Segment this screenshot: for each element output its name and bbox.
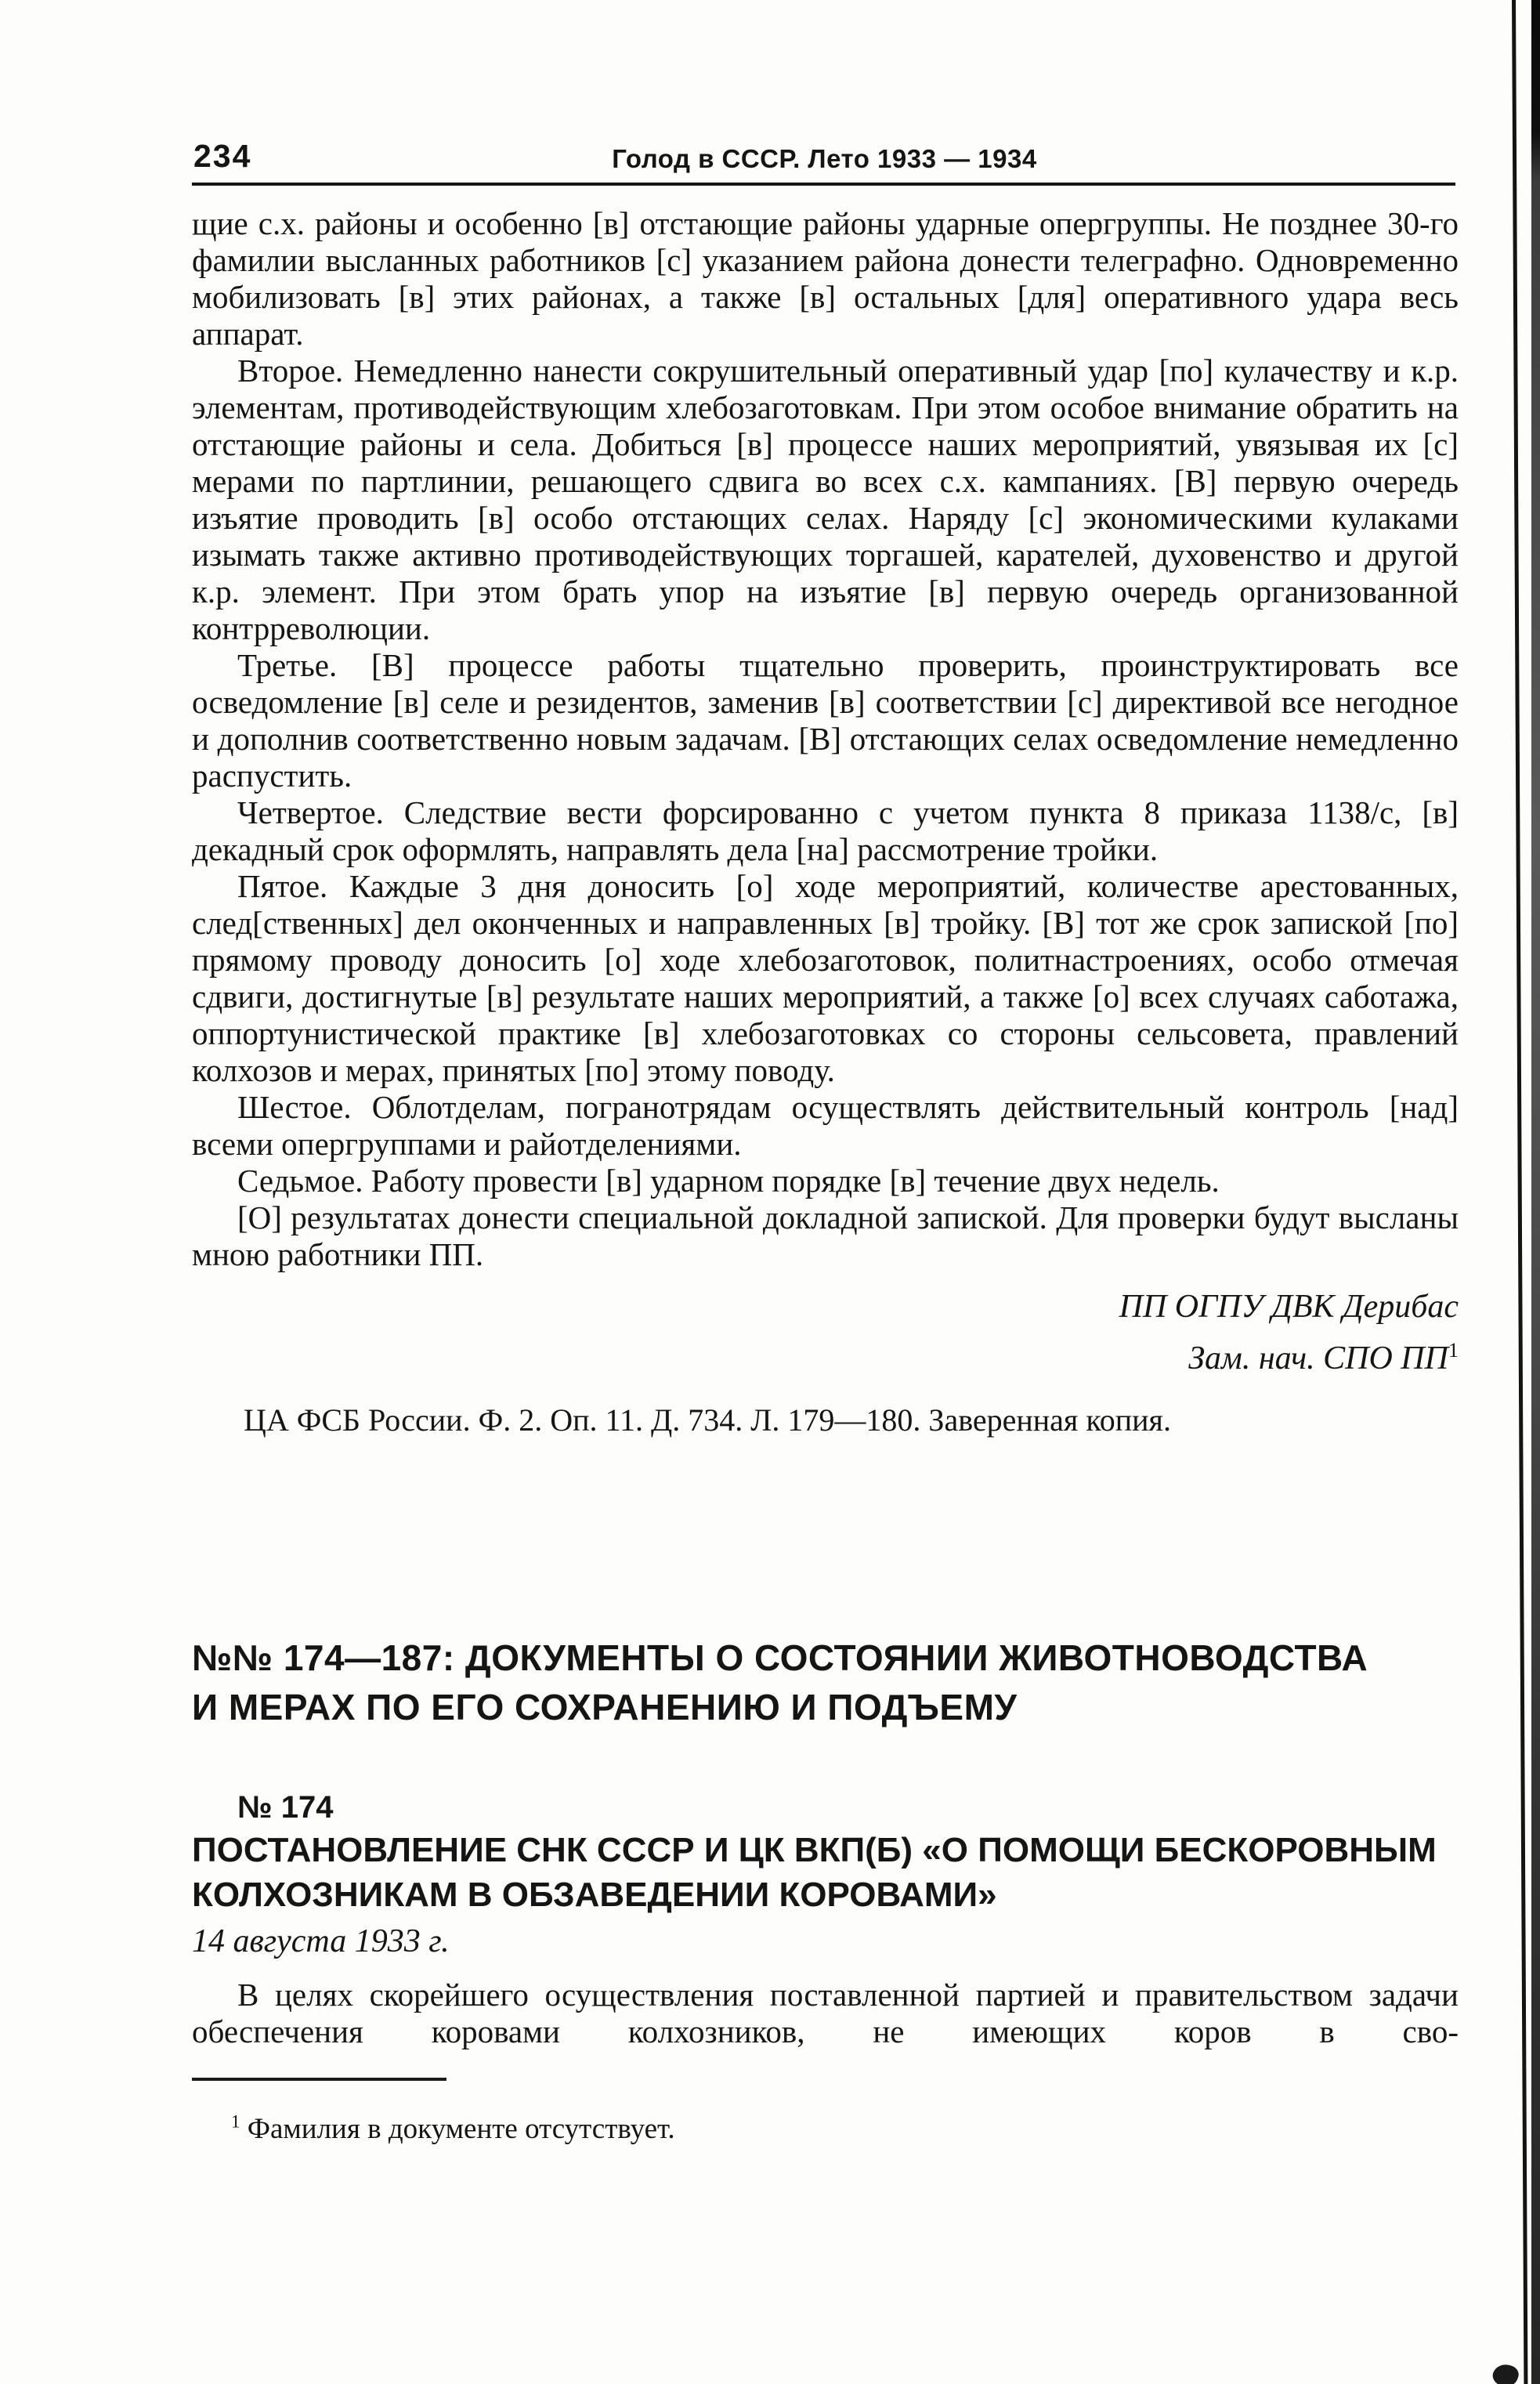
footnote-text: Фамилия в документе отсутствует. [247,2113,675,2145]
body-paragraph: Четвертое. Следствие вести форсированно с учетом пункта 8 приказа 1138/с, [в] декадный срок оформлять, направлять дела [на] рассмотрение тройки. [192,794,1459,867]
body-paragraph: Седьмое. Работу провести [в] ударном порядке [в] течение двух недель. [237,1163,1220,1199]
signature-position [192,1336,1459,1381]
running-title: Голод в СССР. Лето 1933 — 1934 [612,144,1037,173]
document-date: 14 августа 1933 г. [192,1923,450,1959]
body-paragraph: В целях скорейшего осуществления поставленной партией и правительством задачи обеспечения коровами колхозников, не имеющих коров в сво- [192,1977,1459,2049]
page-number: 234 [193,138,252,174]
body-paragraph: Второе. Немедленно нанести сокрушительный оперативный удар [по] кулачеству и к.р. элементам, противодействующим хлебозаготовкам. При этом особое внимание обратить на отстающие районы и села. Добиться [в] процессе наших мероприятий, увязывая их [с] мерами по партлинии, решающего сдвига во всех с.х. кампаниях. [В] первую очередь изъятие проводить [в] особо отстающих селах. Наряду [с] экономическими кулаками изымать также активно противодействующих торгашей, карателей, духовенство и другой к.р. элемент. При этом брать упор на изъятие [в] первую очередь организованной контрреволюции. [192,353,1459,646]
section-heading-line2: И МЕРАХ ПО ЕГО СОХРАНЕНИЮ И ПОДЪЕМУ [192,1687,1018,1727]
scan-artifact-page-edge [1531,0,1540,2384]
document-title-line2: КОЛХОЗНИКАМ В ОБЗАВЕДЕНИИ КОРОВАМИ» [192,1876,997,1914]
body-paragraph: Третье. [В] процессе работы тщательно проверить, проинструктировать все осведомление [в] селе и резидентов, заменив [в] соответствии [с] директивой все негодное и дополнив соответственно новым задачам. [В] отстающих селах осведомление немедленно распустить. [192,647,1459,794]
signature-name-text: ПП ОГПУ ДВК Дерибас [1119,1289,1459,1325]
body-paragraph: Пятое. Каждые 3 дня доносить [о] ходе мероприятий, количестве арестованных, след[ственных] дел оконченных и направленных [в] тройку. [В] тот же срок запиской [по] прямому проводу доносить [о] ходе хлебозаготовок, политнастроениях, особо отмечая сдвиги, достигнутые [в] результате наших мероприятий, а также [о] всех случаях саботажа, оппортунистической практике [в] хлебозаготовках со стороны сельсовета, правлений колхозов и мерах, принятых [по] этому поводу. [192,868,1459,1088]
body-paragraph: [О] результатах донести специальной докладной запиской. Для проверки будут высланы мною работники ПП. [192,1199,1459,1272]
document-title [192,1828,1459,1917]
scan-artifact-vertical-line [1512,0,1527,2384]
section-heading [192,1633,1459,1732]
footnote [192,2112,1328,2147]
document-body [192,205,1459,1438]
scan-artifact-ink-blob [1490,2361,1520,2384]
footnote-marker: 1 [1448,1339,1459,1362]
body-paragraph: щие с.х. районы и особенно [в] отстающие районы ударные опергруппы. Не позднее 30-го фамилии высланных работников [с] указанием района донести телеграфно. Одновременно мобилизовать [в] этих районах, а также [в] остальных [для] оперативного удара весь аппарат. [192,205,1459,352]
footnote-rule [192,2078,446,2081]
body-paragraph: Шестое. Облотделам, погранотрядам осуществлять действительный контроль [над] всеми опергруппами и райотделениями. [192,1089,1459,1162]
footnote-marker: 1 [231,2111,240,2132]
archive-reference: ЦА ФСБ России. Ф. 2. Оп. 11. Д. 734. Л. 179—180. Заверенная копия. [244,1402,1171,1438]
signature-name [192,1284,1459,1329]
signature-position-text: Зам. нач. СПО ПП [1188,1340,1448,1376]
document-title-line1: ПОСТАНОВЛЕНИЕ СНК СССР И ЦК ВКП(Б) «О ПОМОЩИ БЕСКОРОВНЫМ [192,1831,1437,1869]
header-rule [192,183,1455,186]
document-number: № 174 [237,1790,334,1825]
section-heading-line1: №№ 174—187: ДОКУМЕНТЫ О СОСТОЯНИИ ЖИВОТНОВОДСТВА [192,1637,1368,1678]
section-document-174 [192,1633,1459,2050]
